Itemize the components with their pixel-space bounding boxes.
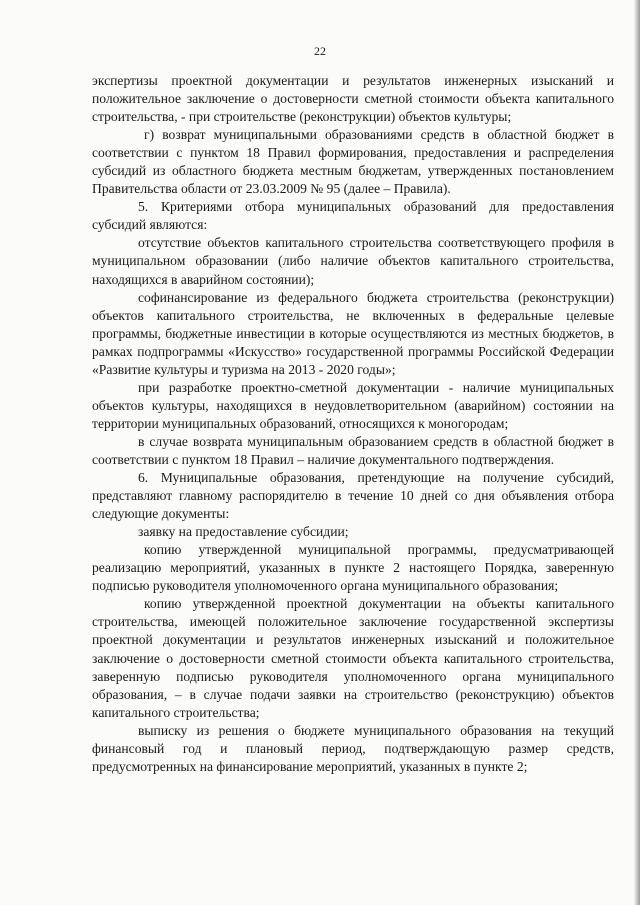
paragraph-document-2: копию утвержденной муниципальной программы, предусматривающей реализацию мероприятий, указанных в пункте 2 настоящего Порядка, заверенную подписью руководителя уполномоченного органа муниципального образования; <box>92 542 614 594</box>
paragraph-continuation: экспертизы проектной документации и результатов инженерных изысканий и положительное заключение о достоверности сметной стоимости объекта капитального строительства, - при строительстве (реконструкции) объектов культуры; <box>92 73 614 125</box>
scan-edge-shadow <box>634 0 640 905</box>
paragraph-criterion-2: софинансирование из федерального бюджета строительства (реконструкции) объектов капитального строительства, не включенных в федеральные целевые программы, бюджетные инвестиции в которые осуществляются из местных бюджетов, в рамках подпрограммы «Искусство» государственной программы Российской Федерации «Развитие культуры и туризма на 2013 - 2020 годы»; <box>92 289 614 377</box>
page-number: 22 <box>314 44 326 58</box>
paragraph-criterion-4: в случае возврата муниципальным образованием средств в областной бюджет в соответствии с пунктом 18 Правил – наличие документального подтверждения. <box>92 433 614 467</box>
paragraph-criterion-3: при разработке проектно-сметной документации - наличие муниципальных объектов культуры, находящихся в неудовлетворительном (аварийном) состоянии на территории муниципальных образований, относящихся к моногородам; <box>92 379 614 431</box>
paragraph-document-3: копию утвержденной проектной документации на объекты капитального строительства, имеющей положительное заключение государственной экспертизы проектной документации и результатов инженерных изысканий и положительное заключение о достоверности сметной стоимости объекта капитального строительства, заверенную подписью руководителя уполномоченного органа муниципального образования, – в случае подачи заявки на строительство (реконструкцию) объектов капитального строительства; <box>92 596 614 720</box>
paragraph-section-5: 5. Критериями отбора муниципальных образований для предоставления субсидий являются: <box>92 199 614 233</box>
paragraph-section-6: 6. Муниципальные образования, претендующие на получение субсидий, представляют главному распорядителю в течение 10 дней со дня объявления отбора следующие документы: <box>92 470 614 522</box>
paragraph-document-1: заявку на предоставление субсидии; <box>138 524 349 540</box>
paragraph-item-g: г) возврат муниципальными образованиями средств в областной бюджет в соответствии с пунктом 18 Правил формирования, предоставления и распределения субсидий из областного бюджета местным бюджетам, утвержденных постановлением Правительства области от 23.03.2009 № 95 (далее – Правила). <box>92 127 614 197</box>
body-text <box>92 72 614 776</box>
paragraph-criterion-1: отсутствие объектов капитального строительства соответствующего профиля в муниципальном образовании (либо наличие объектов капитального строительства, находящихся в аварийном состоянии); <box>92 235 614 287</box>
paragraph-document-4: выписку из решения о бюджете муниципального образования на текущий финансовый год и плановый период, подтверждающую размер средств, предусмотренных на финансирование мероприятий, указанных в пункте 2; <box>92 722 614 774</box>
